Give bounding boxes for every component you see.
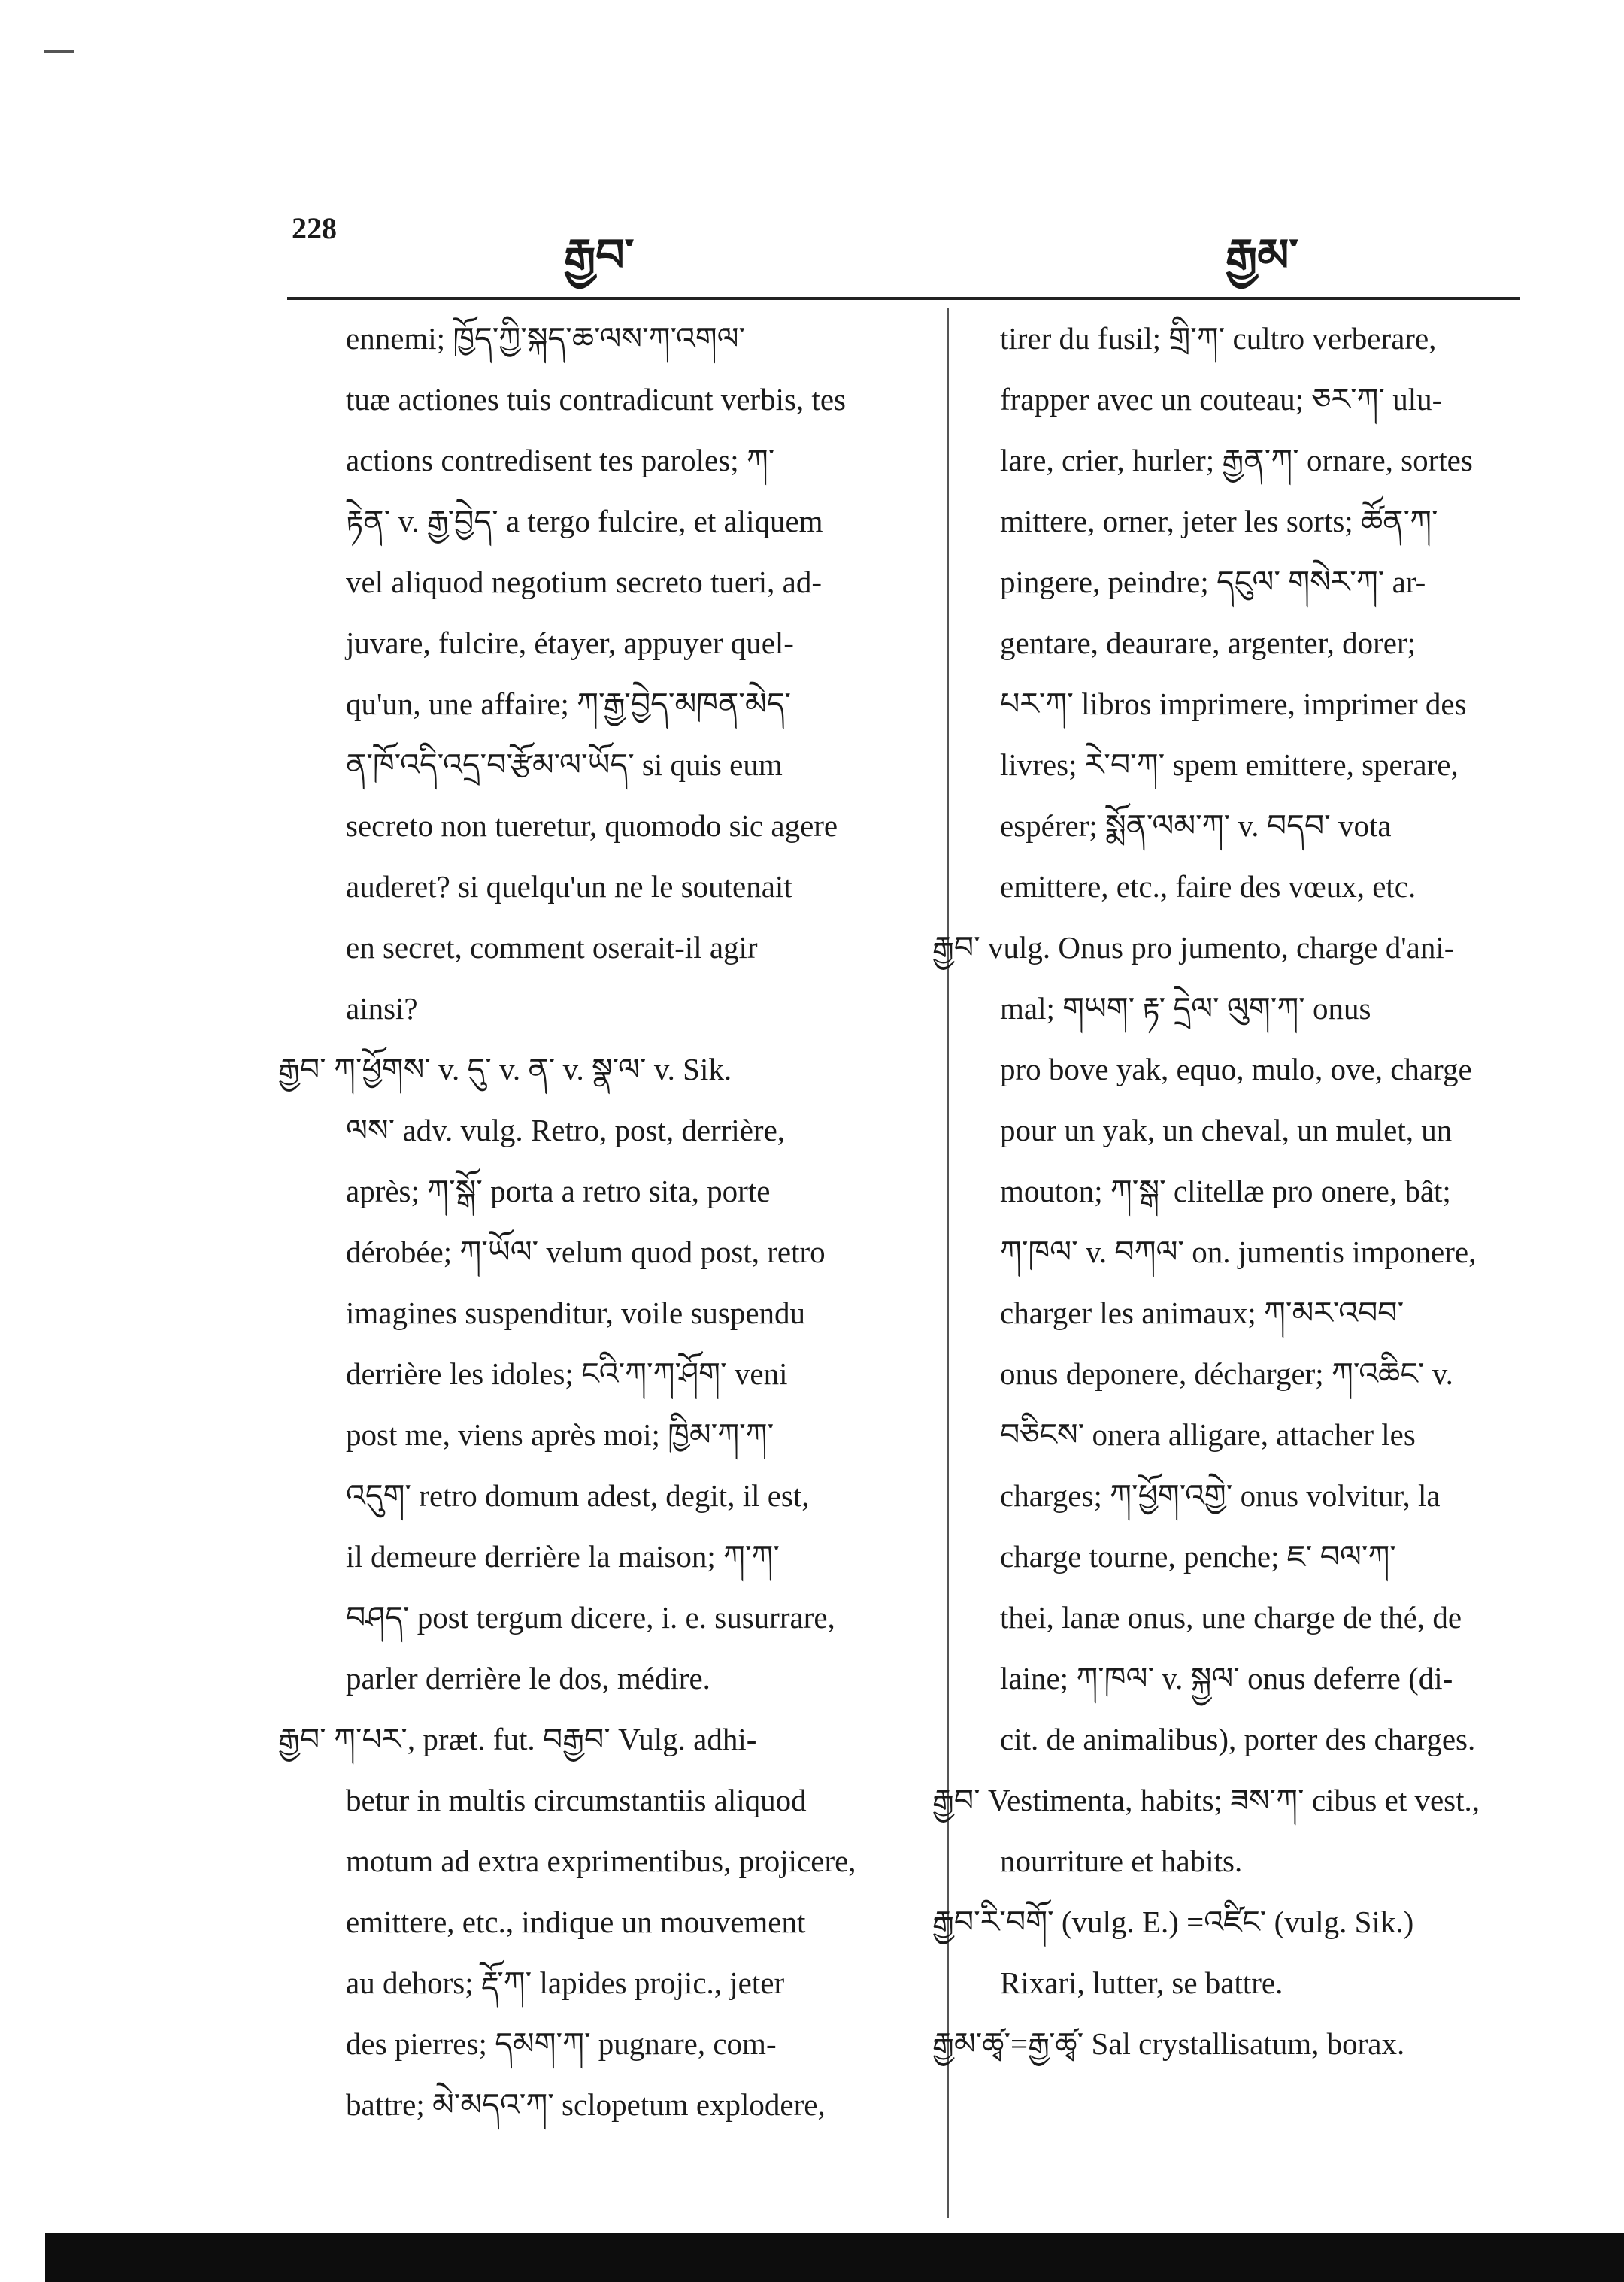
text-line: pingere, peindre; དངུལ་ གསེར་ཀ་ ar- <box>1000 565 1426 599</box>
text-line: pro bove yak, equo, mulo, ove, charge <box>1000 1052 1472 1086</box>
text-line: en secret, comment oserait-il agir <box>346 930 758 965</box>
text-line: བཤད་ post tergum dicere, i. e. susurrare, <box>346 1600 835 1635</box>
text-line: thei, lanæ onus, une charge de thé, de <box>1000 1600 1462 1635</box>
text-line: emittere, etc., faire des vœux, etc. <box>1000 869 1416 904</box>
text-line: mal; གཡག་ རྟ་ དྲེལ་ ལུག་ཀ་ onus <box>1000 991 1371 1026</box>
entry-headword-line: རྒྱབ་ ཀ་ཕྱོགས་ v. དུ་ v. ན་ v. སྣ་ལ་ v. Sik. <box>278 1052 732 1086</box>
scan-bottom-bar <box>45 2233 1624 2282</box>
left-column <box>278 308 925 2135</box>
text-line: onus deponere, décharger; ཀ་འཆིང་ v. <box>1000 1356 1453 1391</box>
text-line: parler derrière le dos, médire. <box>346 1661 710 1696</box>
text-line: འདུག་ retro domum adest, degit, il est, <box>346 1478 810 1513</box>
entry-headword-line: རྒྱམ་ཚྭ་=རྒྱ་ཚྭ་ Sal crystallisatum, borax. <box>932 2026 1405 2061</box>
text-line: རྟེན་ v. རྒྱ་བྱེད་ a tergo fulcire, et aliquem <box>346 504 823 538</box>
text-line: པར་ཀ་ libros imprimere, imprimer des <box>1000 686 1467 721</box>
scan-corner-mark <box>44 50 74 53</box>
text-line: mittere, orner, jeter les sorts; ཚོན་ཀ་ <box>1000 504 1438 538</box>
text-line: laine; ཀ་ཁལ་ v. སྐྱལ་ onus deferre (di- <box>1000 1661 1453 1696</box>
text-line: charge tourne, penche; ཇ་ བལ་ཀ་ <box>1000 1539 1396 1574</box>
right-column <box>932 308 1541 2074</box>
text-line: secreto non tueretur, quomodo sic agere <box>346 808 838 843</box>
entry-headword-line: རྒྱབ་ Vestimenta, habits; ཟས་ཀ་ cibus et vest., <box>932 1783 1480 1817</box>
text-line: ennemi; ཁྱོད་ཀྱི་སྐད་ཆ་ལས་ཀ་འགལ་ <box>346 321 746 356</box>
text-line: il demeure derrière la maison; ཀ་ཀ་ <box>346 1539 780 1574</box>
text-line: espérer; སྨོན་ལམ་ཀ་ v. བདབ་ vota <box>1000 808 1392 843</box>
text-line: cit. de animalibus), porter des charges. <box>1000 1722 1476 1756</box>
text-line: ན་ཁོ་འདི་འདྲ་བ་རྩོམ་ལ་ཡོད་ si quis eum <box>346 747 783 782</box>
text-line: auderet? si quelqu'un ne le soutenait <box>346 869 792 904</box>
text-line: ལས་ adv. vulg. Retro, post, derrière, <box>346 1113 786 1147</box>
text-line: ཀ་ཁལ་ v. བཀལ་ on. jumentis imponere, <box>1000 1235 1477 1269</box>
text-line: mouton; ཀ་སྒ་ clitellæ pro onere, bât; <box>1000 1174 1451 1208</box>
text-line: motum ad extra exprimentibus, projicere, <box>346 1844 856 1878</box>
text-line: tirer du fusil; གྲི་ཀ་ cultro verberare, <box>1000 321 1437 356</box>
header-rule <box>287 297 1520 300</box>
text-line: ainsi? <box>346 991 418 1026</box>
text-line: tuæ actiones tuis contradicunt verbis, tes <box>346 382 846 417</box>
text-line: des pierres; དམག་ཀ་ pugnare, com- <box>346 2026 777 2061</box>
text-line: livres; རེ་བ་ཀ་ spem emittere, sperare, <box>1000 747 1459 782</box>
entry-headword-line: རྒྱབ་ ཀ་པར་, præt. fut. བརྒྱབ་ Vulg. adhi- <box>278 1722 757 1756</box>
text-line: au dehors; རྡོ་ཀ་ lapides projic., jeter <box>346 1965 785 2000</box>
text-line: post me, viens après moi; ཁྱིམ་ཀ་ཀ་ <box>346 1417 774 1452</box>
text-line: dérobée; ཀ་ཡོལ་ velum quod post, retro <box>346 1235 826 1269</box>
text-line: བཅིངས་ onera alligare, attacher les <box>1000 1417 1416 1452</box>
text-line: vel aliquod negotium secreto tueri, ad- <box>346 565 823 599</box>
text-line: après; ཀ་སྒོ་ porta a retro sita, porte <box>346 1174 771 1208</box>
page-number: 228 <box>292 211 337 245</box>
text-line: gentare, deaurare, argenter, dorer; <box>1000 626 1416 660</box>
text-line: juvare, fulcire, étayer, appuyer quel- <box>346 626 794 660</box>
text-line: derrière les idoles; ངའི་ཀ་ཀ་ཤོག་ veni <box>346 1356 788 1391</box>
text-line: Rixari, lutter, se battre. <box>1000 1965 1283 2000</box>
text-line: frapper avec un couteau; ཅར་ཀ་ ulu- <box>1000 382 1443 417</box>
text-line: charges; ཀ་ཕྱོག་འགྱེ་ onus volvitur, la <box>1000 1478 1441 1513</box>
text-line: nourriture et habits. <box>1000 1844 1243 1878</box>
running-head-left: རྒྱབ་ <box>564 229 635 282</box>
entry-headword-line: རྒྱབ་རི་བགོ་ (vulg. E.) =འཛིང་ (vulg. Sik.) <box>932 1905 1414 1939</box>
text-line: battre; མེ་མདའ་ཀ་ sclopetum explodere, <box>346 2087 826 2122</box>
text-line: pour un yak, un cheval, un mulet, un <box>1000 1113 1453 1147</box>
text-line: imagines suspenditur, voile suspendu <box>346 1296 806 1330</box>
running-head-right: རྒྱམ་ <box>1226 229 1298 282</box>
text-line: qu'un, une affaire; ཀ་རྒྱ་བྱེད་མཁན་མེད་ <box>346 686 792 721</box>
text-line: actions contredisent tes paroles; ཀ་ <box>346 443 775 477</box>
text-line: lare, crier, hurler; རྒྱན་ཀ་ ornare, sortes <box>1000 443 1473 477</box>
text-line: betur in multis circumstantiis aliquod <box>346 1783 807 1817</box>
text-line: emittere, etc., indique un mouvement <box>346 1905 806 1939</box>
text-line: charger les animaux; ཀ་མར་འབབ་ <box>1000 1296 1404 1330</box>
entry-headword-line: རྒྱབ་ vulg. Onus pro jumento, charge d'ani- <box>932 930 1455 965</box>
